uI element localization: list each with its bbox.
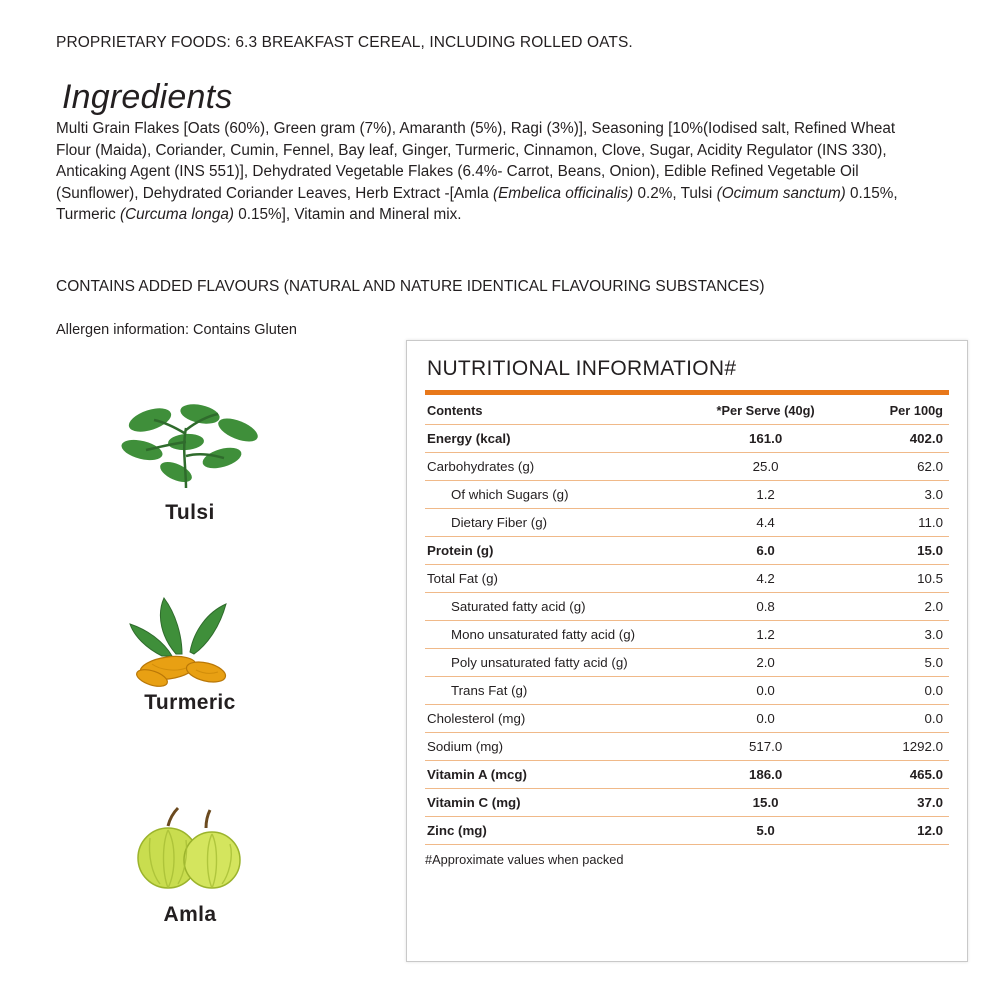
row-per-100g: 62.0 xyxy=(834,453,949,481)
tulsi-label: Tulsi xyxy=(165,501,215,524)
table-row xyxy=(425,481,949,509)
table-row xyxy=(425,761,949,789)
row-per-serve: 161.0 xyxy=(697,425,833,453)
row-per-serve: 1.2 xyxy=(697,621,833,649)
turmeric-illustration-icon xyxy=(90,588,290,683)
row-label: Vitamin C (mg) xyxy=(425,789,697,817)
row-per-100g: 3.0 xyxy=(834,621,949,649)
row-per-100g: 3.0 xyxy=(834,481,949,509)
table-row xyxy=(425,621,949,649)
proprietary-foods-line: PROPRIETARY FOODS: 6.3 BREAKFAST CEREAL, INCLUDING ROLLED OATS. xyxy=(56,34,633,51)
row-label: Saturated fatty acid (g) xyxy=(425,593,697,621)
allergen-information: Allergen information: Contains Gluten xyxy=(56,322,297,338)
column-header-contents: Contents xyxy=(425,395,697,425)
ingredients-heading: Ingredients xyxy=(62,78,233,116)
row-per-100g: 402.0 xyxy=(834,425,949,453)
row-per-serve: 4.2 xyxy=(697,565,833,593)
table-row xyxy=(425,453,949,481)
row-per-serve: 5.0 xyxy=(756,823,775,838)
row-label: Energy (kcal) xyxy=(425,425,697,453)
row-label: Total Fat (g) xyxy=(425,565,697,593)
nutrition-table xyxy=(425,395,949,844)
row-per-serve: 517.0 xyxy=(697,733,833,761)
row-per-serve: 186.0 xyxy=(697,761,833,789)
row-per-100g: 0.0 xyxy=(834,677,949,705)
nutrition-footnote: #Approximate values when packed xyxy=(425,844,949,867)
table-row xyxy=(425,509,949,537)
row-label: Dietary Fiber (g) xyxy=(425,509,697,537)
row-per-100g: 2.0 xyxy=(834,593,949,621)
row-label: Carbohydrates (g) xyxy=(425,453,697,481)
row-label: Protein (g) xyxy=(425,537,697,565)
table-row xyxy=(425,733,949,761)
turmeric-label: Turmeric xyxy=(144,691,236,714)
table-row xyxy=(425,705,949,733)
nutrition-panel-title: NUTRITIONAL INFORMATION# xyxy=(427,357,737,380)
nutrition-table-header-row xyxy=(425,395,949,425)
row-label: Mono unsaturated fatty acid (g) xyxy=(425,621,697,649)
row-per-100g: 37.0 xyxy=(834,789,949,817)
table-row xyxy=(425,817,949,845)
table-row xyxy=(425,789,949,817)
row-per-100g: 12.0 xyxy=(917,823,943,838)
row-per-serve: 0.8 xyxy=(697,593,833,621)
row-per-100g: 1292.0 xyxy=(834,733,949,761)
table-row xyxy=(425,649,949,677)
row-label: Cholesterol (mg) xyxy=(425,705,697,733)
row-per-serve: 25.0 xyxy=(697,453,833,481)
row-label: Of which Sugars (g) xyxy=(425,481,697,509)
herb-tulsi xyxy=(40,398,340,525)
row-label: Zinc (mg) xyxy=(427,823,487,838)
herb-amla xyxy=(40,800,340,927)
table-row xyxy=(425,593,949,621)
row-per-serve: 1.2 xyxy=(697,481,833,509)
row-per-100g: 10.5 xyxy=(834,565,949,593)
row-per-serve: 15.0 xyxy=(697,789,833,817)
contains-added-flavours: CONTAINS ADDED FLAVOURS (NATURAL AND NATURE IDENTICAL FLAVOURING SUBSTANCES) xyxy=(56,278,765,295)
row-per-serve: 2.0 xyxy=(697,649,833,677)
row-per-serve: 4.4 xyxy=(697,509,833,537)
row-label: Vitamin A (mcg) xyxy=(425,761,697,789)
row-per-serve: 0.0 xyxy=(697,705,833,733)
row-label: Trans Fat (g) xyxy=(425,677,697,705)
row-label: Sodium (mg) xyxy=(425,733,697,761)
row-per-serve: 0.0 xyxy=(697,677,833,705)
column-header-per-serve: *Per Serve (40g) xyxy=(697,395,833,425)
amla-illustration-icon xyxy=(90,800,290,895)
row-per-100g: 15.0 xyxy=(834,537,949,565)
nutrition-table-body xyxy=(425,425,949,845)
tulsi-illustration-icon xyxy=(90,398,290,493)
row-per-100g: 5.0 xyxy=(834,649,949,677)
ingredients-text-plain: Multi Grain Flakes [Oats (60%), Green gram (7%), Amaranth (5%), Ragi (3%)], Seasoning [10%(Iodised salt, Refined Wheat Flour (Maida), Coriander, Cumin, Fennel, Bay leaf, Ginger, Turmeric, Cinnamon, Clove, Sugar, Acidity Regulator (INS 330), Anticaking Agent (INS 551)], Dehydrated Vegetable Flakes (6.4%- Carrot, Beans, Onion), Edible Refined Vegetable Oil (Sunflower), Dehydrated Coriander Leaves, Herb Extract -[Amla (Embelica officinalis) 0.2%, Tulsi (Ocimum sanctum) 0.15%, Turmeric (Curcuma longa) 0.15%], Vitamin and Mineral mix. xyxy=(56,120,898,223)
table-row xyxy=(425,537,949,565)
table-row xyxy=(425,425,949,453)
table-row xyxy=(425,677,949,705)
amla-label: Amla xyxy=(163,903,217,926)
table-row xyxy=(425,565,949,593)
row-per-100g: 0.0 xyxy=(834,705,949,733)
column-header-per-100g: Per 100g xyxy=(834,395,949,425)
nutritional-information-panel xyxy=(406,340,968,962)
row-label: Poly unsaturated fatty acid (g) xyxy=(425,649,697,677)
row-per-serve: 6.0 xyxy=(697,537,833,565)
ingredients-text xyxy=(56,118,916,226)
row-per-100g: 465.0 xyxy=(834,761,949,789)
row-per-100g: 11.0 xyxy=(834,509,949,537)
herb-turmeric xyxy=(40,588,340,715)
